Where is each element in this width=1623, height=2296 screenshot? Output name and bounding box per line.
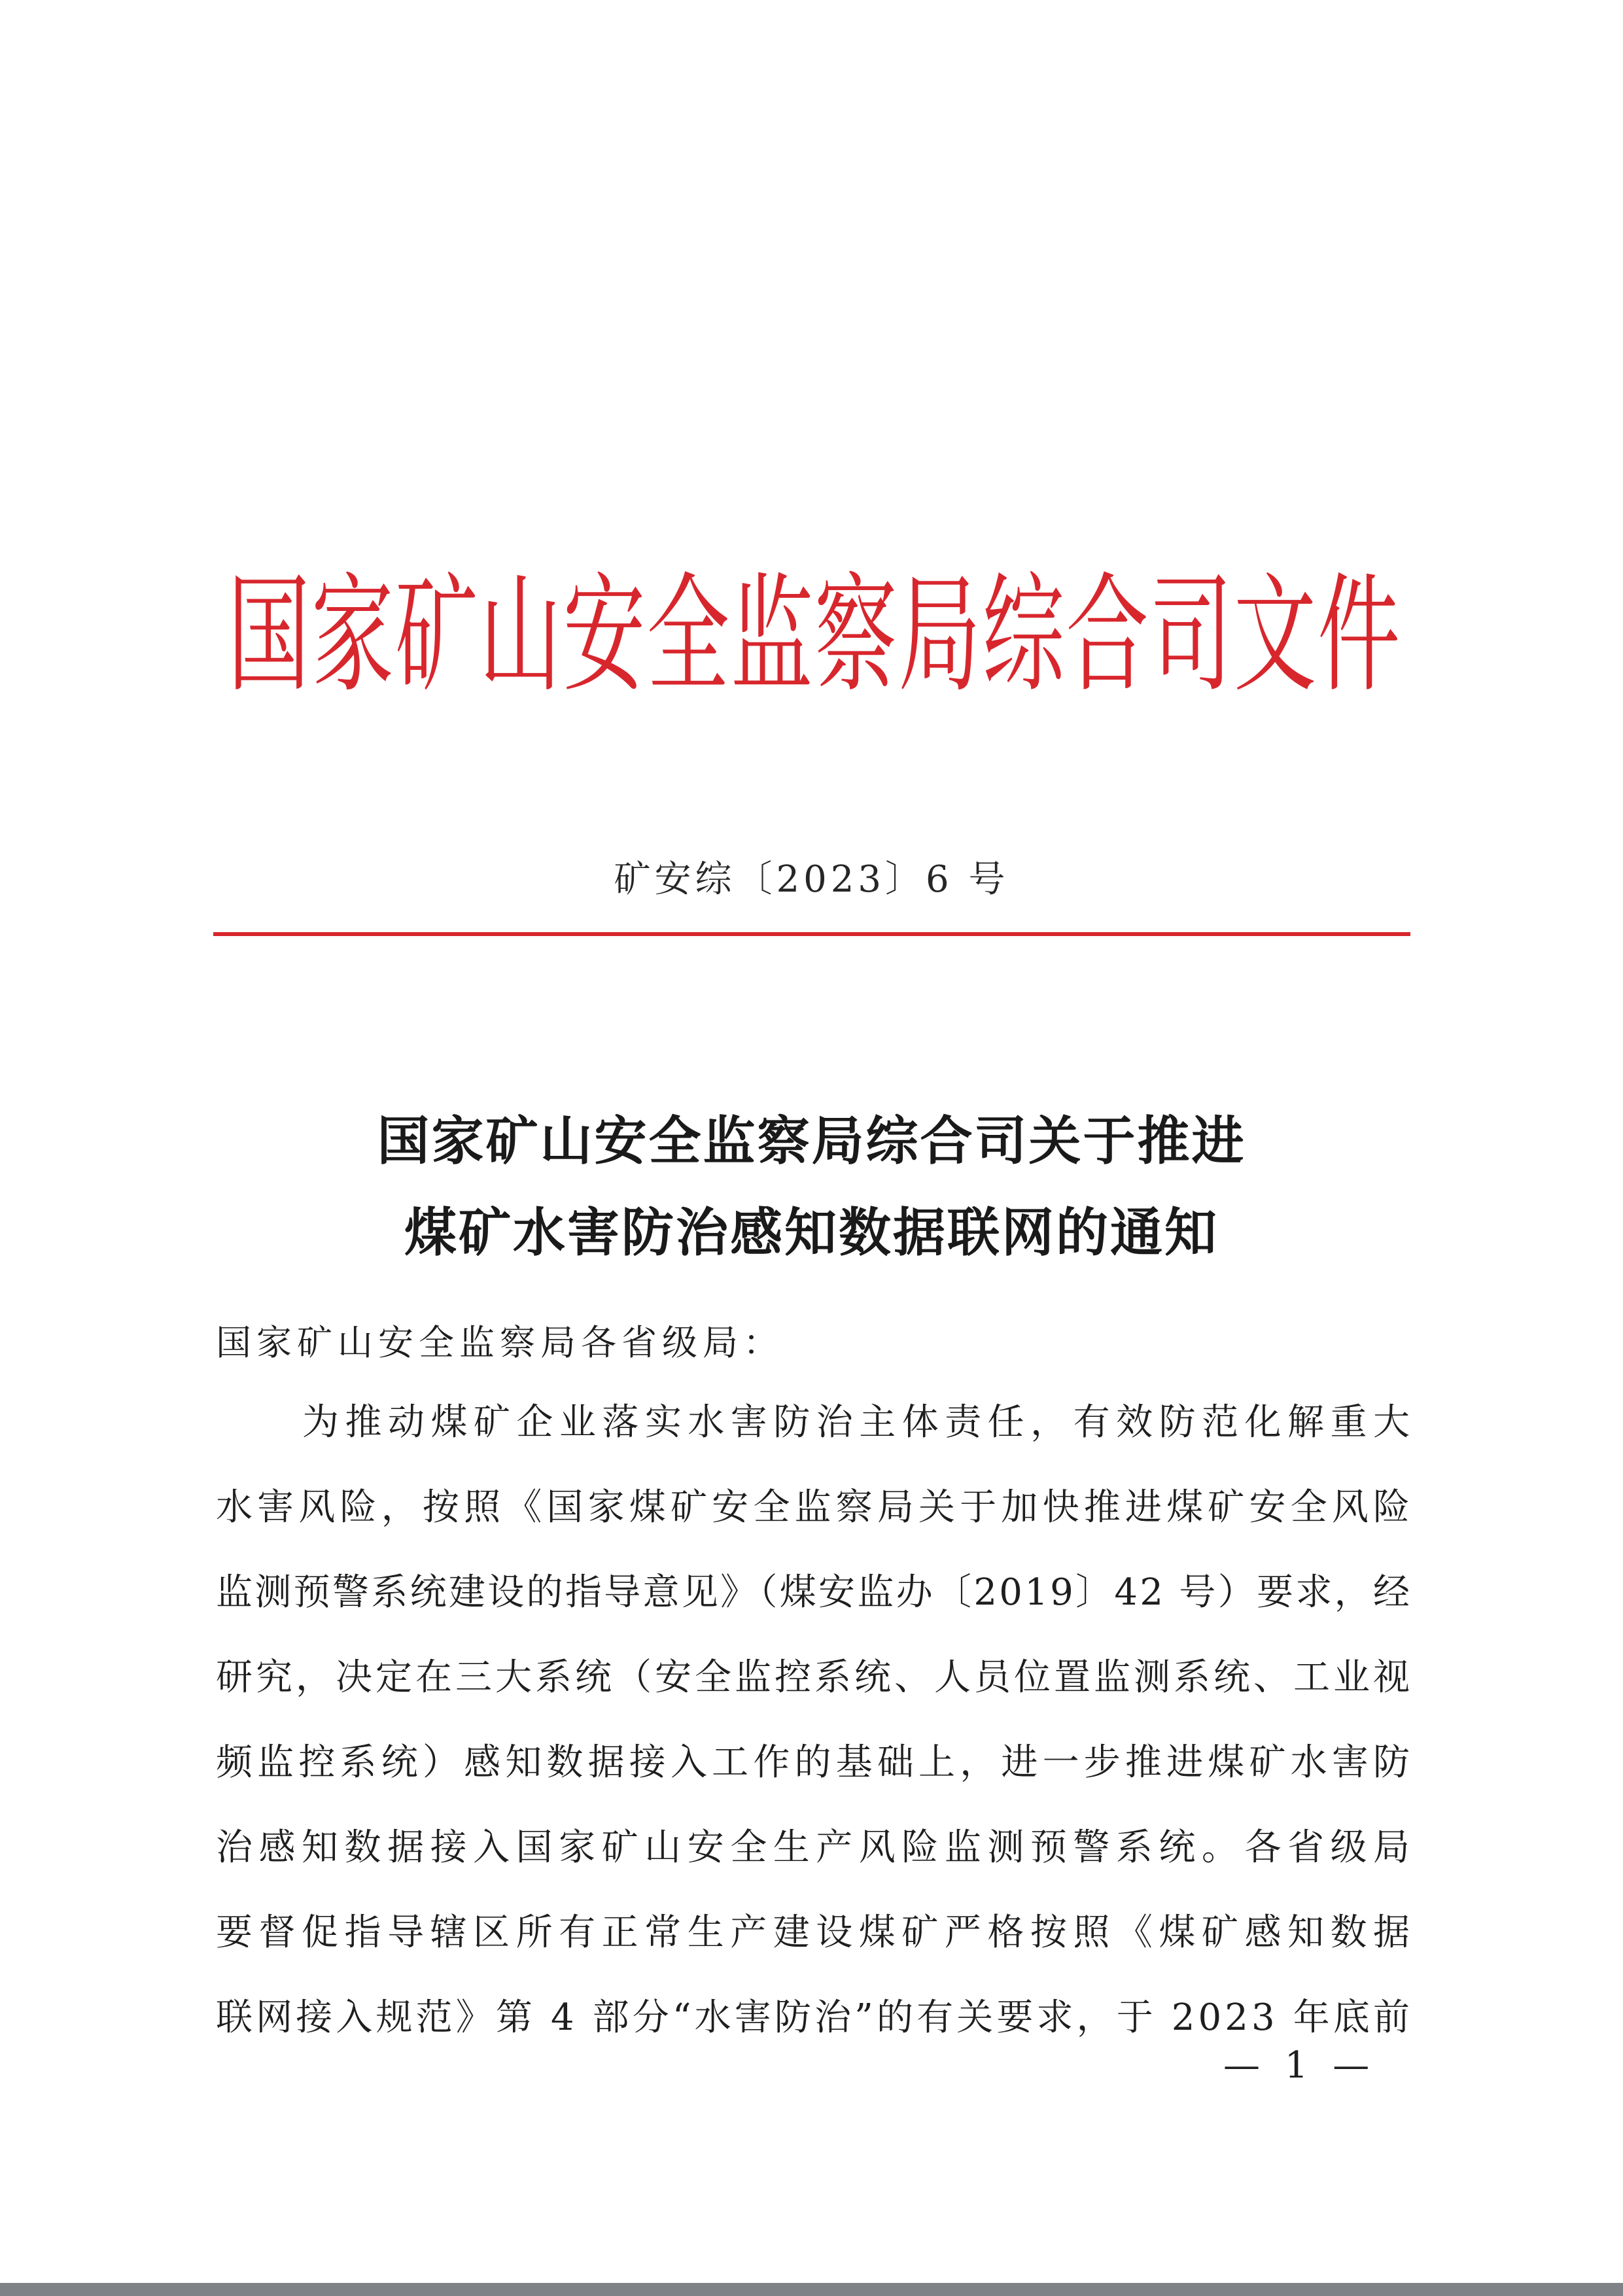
body-line: 要督促指导辖区所有正常生产建设煤矿严格按照《煤矿感知数据 (216, 1911, 1416, 1954)
body-line: 监测预警系统建设的指导意见》（煤安监办〔2019〕42 号）要求，经 (216, 1571, 1412, 1614)
body-line: 治感知数据接入国家矿山安全生产风险监测预警系统。各省级局 (216, 1826, 1416, 1869)
masthead (216, 543, 1413, 710)
page-number: — 1 — (1223, 2044, 1376, 2087)
document-title-line-1: 国家矿山安全监察局综合司关于推进 (377, 1110, 1246, 1172)
body-line: 频监控系统）感知数据接入工作的基础上，进一步推进煤矿水害防 (216, 1741, 1415, 1784)
masthead-text: 国家矿山安全监察局综合司文件 (227, 560, 1402, 710)
body-line: 联网接入规范》第 4 部分“水害防治”的有关要求，于 2023 年底前 (216, 1996, 1414, 2039)
body-line: 为推动煤矿企业落实水害防治主体责任，有效防范化解重大 (302, 1401, 1416, 1444)
document-title-line-2: 煤矿水害防治感知数据联网的通知 (404, 1202, 1219, 1263)
scan-edge-bar (0, 2283, 1623, 2296)
document-number: 矿安综〔2023〕6 号 (614, 858, 1009, 901)
salutation: 国家矿山安全监察局各省级局： (216, 1322, 784, 1363)
body-line: 水害风险，按照《国家煤矿安全监察局关于加快推进煤矿安全风险 (216, 1486, 1415, 1529)
red-divider-line (213, 932, 1410, 936)
body-line: 研究，决定在三大系统（安全监控系统、人员位置监测系统、工业视 (216, 1656, 1413, 1699)
